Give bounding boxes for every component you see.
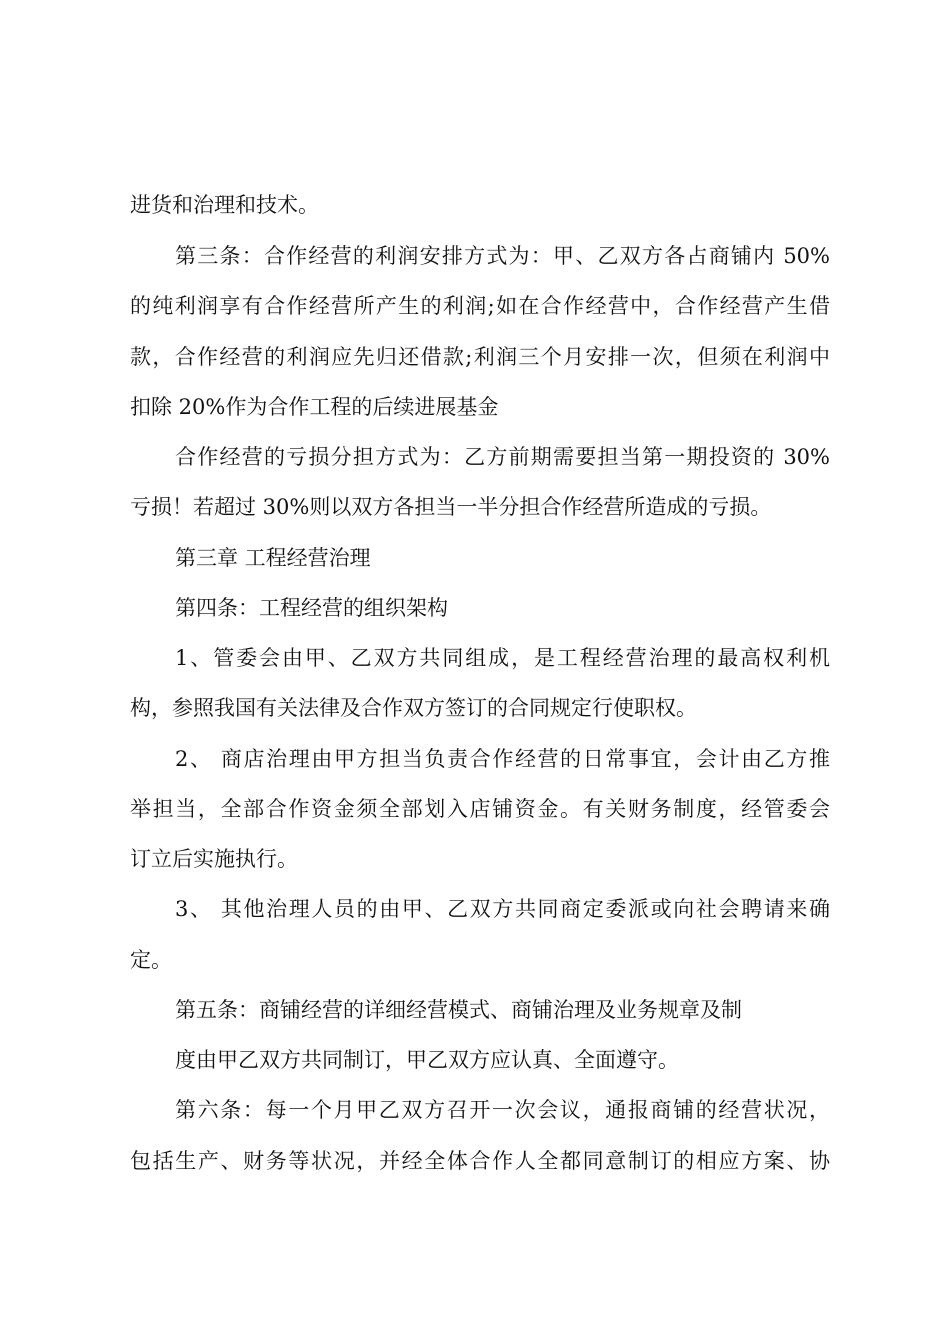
text-line: 进货和治理和技术。 (130, 193, 319, 217)
text-line: 第五条：商铺经营的详细经营模式、商铺治理及业务规章及制 (175, 998, 742, 1022)
text-line: 第六条：每一个月甲乙双方召开一次会议，通报商铺的经营状况， (175, 1098, 830, 1122)
text-line: 亏损！若超过 30%则以双方各担当一半分担合作经营所造成的亏损。 (130, 495, 772, 519)
text-line: 3、 其他治理人员的由甲、乙双方共同商定委派或向社会聘请来确 (175, 897, 830, 921)
text-line: 构，参照我国有关法律及合作双方签订的合同规定行使职权。 (130, 696, 697, 720)
text-line: 第三条：合作经营的利润安排方式为：甲、乙双方各占商铺内 50% (175, 244, 830, 268)
chapter-heading: 第三章 工程经营治理 (175, 546, 371, 570)
text-line: 1、管委会由甲、乙双方共同组成，是工程经营治理的最高权利机 (175, 646, 830, 670)
text-line: 包括生产、财务等状况，并经全体合作人全都同意制订的相应方案、协 (130, 1149, 830, 1173)
text-line: 订立后实施执行。 (130, 847, 298, 871)
text-line: 举担当，全部合作资金须全部划入店铺资金。有关财务制度，经管委会 (130, 797, 830, 821)
text-line: 的纯利润享有合作经营所产生的利润;如在合作经营中，合作经营产生借 (130, 294, 830, 318)
article-heading: 第四条：工程经营的组织架构 (175, 596, 448, 620)
text-line: 定。 (130, 948, 172, 972)
text-line: 合作经营的亏损分担方式为：乙方前期需要担当第一期投资的 30% (175, 445, 830, 469)
text-line: 扣除 20%作为合作工程的后续进展基金 (130, 395, 499, 419)
text-line: 度由甲乙双方共同制订，甲乙双方应认真、全面遵守。 (175, 1048, 679, 1072)
text-line: 2、 商店治理由甲方担当负责合作经营的日常事宜，会计由乙方推 (175, 747, 830, 771)
text-line: 款，合作经营的利润应先归还借款;利润三个月安排一次，但须在利润中 (130, 345, 830, 369)
